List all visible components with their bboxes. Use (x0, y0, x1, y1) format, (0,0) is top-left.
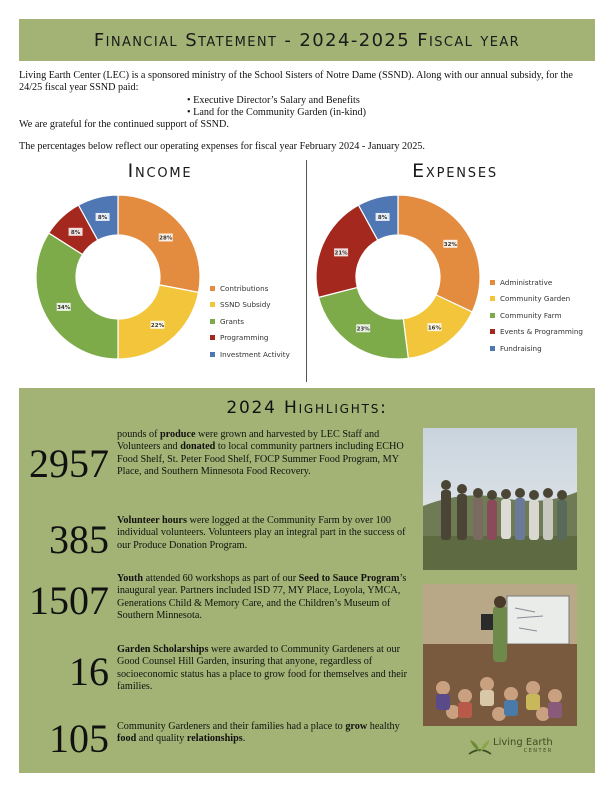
stat-emphasis: grow (345, 721, 368, 732)
stat-description (117, 644, 407, 694)
legend-swatch (210, 335, 215, 340)
stat-text-segment: pounds of (117, 429, 161, 440)
page-title: Financial Statement - 2024-2025 Fiscal year (93, 29, 521, 51)
sprout-icon (467, 736, 493, 758)
stat-text-segment: ’s inaugural year. Partners included ISD 77, MY Place, Loyola, YMCA, Generations Child & Memory Care, and the Children’s Museum of Southern Minnesota. (117, 573, 407, 622)
thanks-line: We are grateful for the continued support of SSND. (19, 119, 229, 131)
intro-paragraph: Living Earth Center (LEC) is a sponsored ministry of the School Sisters of Notre Dame (SSND). Along with our annual subsidy, for the 24/25 fiscal year SSND paid: (19, 70, 573, 94)
legend-item (490, 324, 583, 341)
donut-slice-community-farm (319, 287, 409, 359)
stat-text-segment: attended 60 workshops as part of our (143, 573, 299, 584)
donut-slice-contributions (118, 195, 200, 292)
stat-emphasis: Volunteer hours (117, 515, 187, 526)
legend-label: Investment Activity (220, 349, 290, 359)
data-label: 34% (57, 305, 71, 312)
title-banner (19, 19, 595, 61)
stat-description (117, 515, 407, 552)
income-donut-chart (34, 193, 202, 361)
expenses-legend (490, 274, 583, 357)
legend-item (210, 297, 290, 314)
legend-item (490, 307, 583, 324)
bullet-item: • Land for the Community Garden (in-kind) (187, 107, 597, 119)
legend-swatch (210, 319, 215, 324)
legend-label: Community Farm (500, 310, 562, 320)
stat-emphasis: donated (180, 441, 216, 453)
stat-description (117, 573, 407, 623)
living-earth-logo (467, 736, 553, 758)
data-label: 22% (150, 322, 165, 329)
legend-label: Events & Programming (500, 327, 583, 337)
data-label: 32% (443, 241, 457, 248)
stat-emphasis: Youth (117, 573, 144, 584)
logo-subtitle: CENTER (523, 748, 553, 754)
expenses-donut-chart (314, 193, 482, 361)
ssnd-paid-list (187, 95, 597, 120)
stat-number: 105 (49, 716, 109, 761)
stat-text-segment: were grown and harvested by LEC Staff and Volunteers and (117, 429, 380, 453)
legend-item (210, 330, 290, 347)
highlights-panel (19, 388, 595, 773)
income-legend (210, 280, 290, 363)
bullet-item: • Executive Director’s Salary and Benefits (187, 95, 597, 107)
legend-item (490, 291, 583, 308)
stat-emphasis: Seed to Sauce Program (298, 573, 400, 584)
legend-label: Grants (220, 316, 245, 326)
legend-item (210, 313, 290, 330)
data-label: 23% (356, 326, 370, 333)
legend-swatch (490, 296, 495, 301)
stat-emphasis: food (117, 733, 137, 745)
logo-name: Living Earth (493, 737, 553, 748)
legend-swatch (210, 286, 215, 291)
data-label: 8% (377, 215, 388, 222)
stat-text-segment: Community Gardeners and their families had a place to (117, 721, 346, 732)
highlights-title: 2024 Highlights: (226, 398, 388, 418)
workshop-photo (423, 584, 577, 726)
stat-text-segment: were awarded to Community Gardeners at our Good Counsel Hill Garden, insuring that anyone, regardless of socioeconomic status has a place to grow food for themselves and their families. (117, 644, 407, 693)
data-label: 8% (70, 230, 81, 237)
stat-emphasis: produce (160, 429, 196, 440)
percentages-note: The percentages below reflect our operating expenses for fiscal year February 2024 - January 2025. (19, 141, 425, 153)
stat-number: 1507 (29, 578, 109, 623)
intro-section (19, 70, 597, 154)
data-label: 16% (427, 325, 442, 332)
stat-emphasis: relationships (186, 733, 243, 745)
data-label: 21% (334, 250, 348, 257)
stat-text-segment: healthy (367, 721, 400, 732)
stat-number: 2957 (29, 441, 109, 486)
legend-item (210, 346, 290, 363)
volunteers-photo (423, 428, 577, 570)
data-label: 8% (97, 215, 108, 222)
stat-description (117, 721, 407, 746)
legend-label: SSND Subsidy (220, 300, 271, 310)
legend-label: Fundraising (500, 343, 542, 353)
legend-swatch (490, 346, 495, 351)
legend-swatch (490, 280, 495, 285)
expenses-chart-title: Expenses (412, 160, 498, 182)
income-chart-title: Income (127, 160, 193, 182)
legend-label: Programming (220, 333, 269, 343)
legend-item (490, 340, 583, 357)
legend-swatch (490, 313, 495, 318)
donut-slice-grants (36, 233, 118, 359)
stat-text-segment: . (242, 733, 246, 745)
stat-description (117, 429, 407, 479)
stat-number: 385 (49, 517, 109, 562)
legend-label: Contributions (220, 283, 269, 293)
legend-label: Administrative (500, 277, 553, 287)
stat-text-segment: were logged at the Community Farm by over 100 individual volunteers. Volunteers play an integral part in the success of our Produce Donation Program. (117, 515, 406, 551)
legend-swatch (490, 329, 495, 334)
stat-emphasis: Garden Scholarships (117, 644, 209, 655)
legend-item (490, 274, 583, 291)
legend-swatch (210, 302, 215, 307)
stat-text-segment: and quality (136, 733, 187, 745)
data-label: 28% (159, 235, 173, 242)
legend-swatch (210, 352, 215, 357)
stat-number: 16 (69, 649, 109, 694)
legend-item (210, 280, 290, 297)
stat-text-segment: to local community partners including ECHO Food Shelf, St. Peter Food Shelf, FOCP Summer Food Program, MY Place, and Southern Minnesota Food Recovery. (117, 441, 404, 478)
column-divider (306, 160, 307, 382)
donut-slice-administrative (398, 195, 480, 312)
legend-label: Community Garden (500, 294, 571, 304)
